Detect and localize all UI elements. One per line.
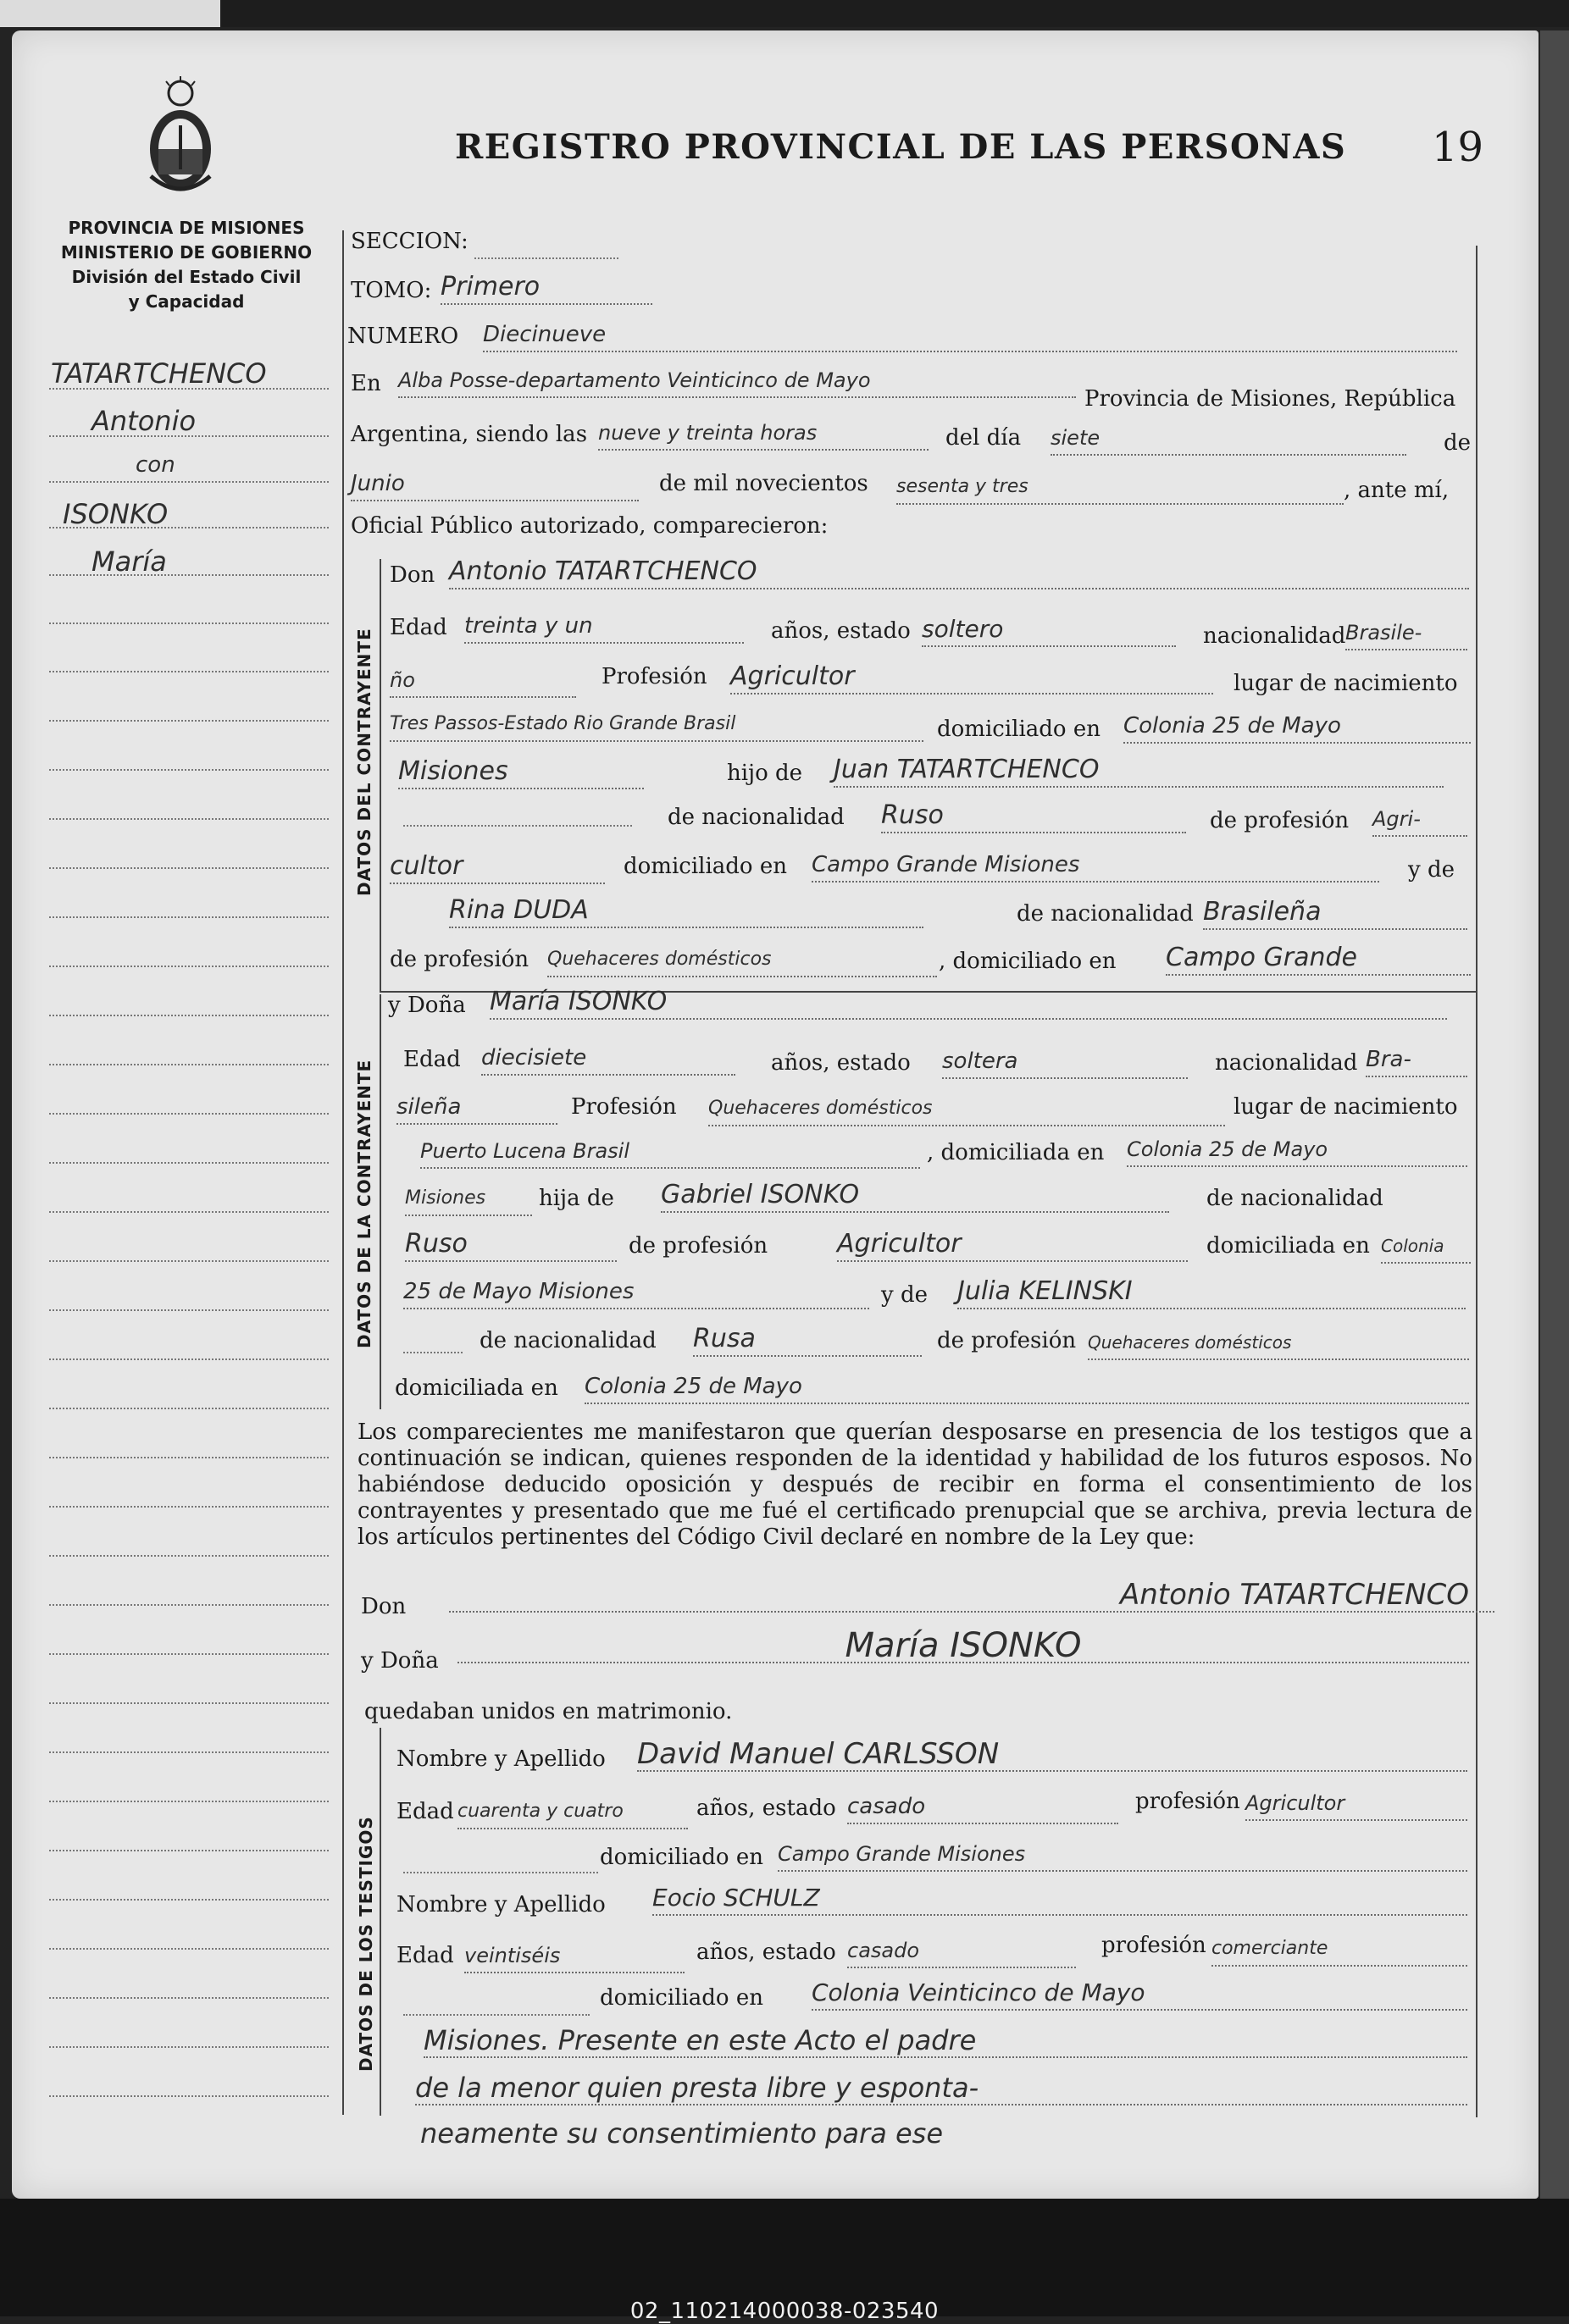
org-ministry: MINISTERIO DE GOBIERNO (60, 242, 313, 263)
t2-anos-label: años, estado (696, 1939, 836, 1965)
bride-padre: Gabriel ISONKO (661, 1179, 1169, 1213)
margin-connector: con (136, 452, 175, 478)
bride-estado: soltera (942, 1045, 1188, 1079)
margin-divider (342, 230, 344, 2115)
groom-don-label: Don (390, 562, 435, 588)
margin-given-name: Antonio (91, 405, 197, 437)
t2-domicilio: Colonia Veinticinco de Mayo (812, 1977, 1467, 2011)
note-line-1: Misiones. Presente en este Acto el padre (424, 2024, 1467, 2058)
mil-label: de mil novecientos (659, 471, 868, 496)
t1-edad: cuarenta y cuatro (457, 1796, 688, 1829)
bride-domicilio-a: Colonia 25 de Mayo (1127, 1133, 1467, 1167)
groom-padre: Juan TATARTCHENCO (834, 754, 1444, 788)
groom-padre-dom: Campo Grande Misiones (812, 849, 1379, 883)
groom-name: Antonio TATARTCHENCO (449, 556, 1469, 589)
groom-madre: Rina DUDA (449, 894, 923, 928)
groom-hijo-label: hijo de (727, 761, 803, 786)
groom-profesion-label: Profesión (602, 664, 707, 689)
t1-domicilio: Campo Grande Misiones (778, 1838, 1467, 1872)
groom-blank-line (403, 825, 632, 827)
oficial-text: Oficial Público autorizado, comparecieron: (351, 513, 829, 539)
groom-domicilio-a: Colonia 25 de Mayo (1123, 710, 1471, 744)
bride-lugar-label: lugar de nacimiento (1234, 1094, 1458, 1120)
bride-block-border (380, 994, 381, 1409)
groom-madre-dom-label: , domiciliado en (939, 949, 1117, 974)
t1-profesion: Agricultor (1245, 1787, 1467, 1821)
bride-lugar: Puerto Lucena Brasil (420, 1135, 920, 1169)
ante-mi-text: , ante mí, (1344, 478, 1450, 503)
tomo-label: TOMO: (351, 278, 432, 303)
image-caption: 02_110214000038-023540 (629, 2299, 940, 2324)
bride-padre-nac: Ruso (405, 1228, 617, 1262)
note-line-3: neamente su consentimiento para ese (420, 2117, 944, 2150)
groom-y-de-label: y de (1408, 857, 1455, 883)
t2-edad: veintiséis (464, 1939, 685, 1973)
bride-domicilio-b: Misiones (405, 1182, 532, 1216)
groom-domicilio-b: Misiones (398, 755, 644, 789)
bride-name: María ISONKO (490, 986, 1447, 1020)
t1-dom-label: domiciliado en (600, 1845, 763, 1870)
bride-side-label: DATOS DE LA CONTRAYENTE (354, 1059, 374, 1348)
mes-value: Junio (351, 468, 639, 501)
page-number: 19 (1432, 124, 1484, 171)
bride-profesion-label: Profesión (571, 1094, 677, 1120)
groom-dom-label: domiciliado en (937, 717, 1101, 742)
groom-edad-label: Edad (390, 615, 447, 640)
bride-nac-label: nacionalidad (1215, 1050, 1358, 1076)
groom-de-prof-label: de profesión (1210, 808, 1350, 833)
note-line-2: de la menor quien presta libre y esponta- (415, 2072, 1467, 2105)
bride-edad-label: Edad (403, 1047, 461, 1072)
t2-nombre-label: Nombre y Apellido (396, 1892, 606, 1917)
bride-de-prof-label: de profesión (629, 1233, 768, 1259)
groom-nacionalidad-a: Brasile- (1345, 617, 1467, 650)
groom-padre-prof-a: Agri- (1372, 803, 1467, 837)
bride-anos-label: años, estado (771, 1050, 911, 1076)
bride-hija-label: hija de (539, 1186, 614, 1211)
anio-value: sesenta y tres (896, 471, 1344, 505)
top-strip (0, 0, 1569, 27)
t1-estado: casado (847, 1790, 1118, 1824)
t1-anos-label: años, estado (696, 1796, 836, 1821)
groom-anos-label: años, estado (771, 618, 911, 644)
bride-madre-dom-label: domiciliada en (395, 1375, 558, 1401)
del-dia-label: del día (945, 425, 1022, 451)
bride-de-nac-label: de nacionalidad (1206, 1186, 1383, 1211)
issuing-office (34, 216, 339, 314)
argentina-text: Argentina, siendo las (351, 422, 588, 447)
decl-bride-name: María ISONKO (457, 1630, 1469, 1663)
en-label: En (351, 371, 381, 396)
org-capacity: y Capacidad (128, 291, 245, 312)
bride-blank-line (403, 1352, 463, 1353)
bride-nacionalidad-b: sileña (396, 1091, 557, 1125)
t2-profesion: comerciante (1211, 1933, 1467, 1967)
groom-padre-prof-b: cultor (390, 850, 605, 884)
bride-dom-en-label: domiciliada en (1206, 1233, 1370, 1259)
groom-de-nac-label: de nacionalidad (668, 805, 845, 830)
bride-dom-label: , domiciliada en (927, 1140, 1105, 1165)
seccion-label: SECCION: (351, 229, 468, 254)
margin-surname: TATARTCHENCO (51, 357, 267, 390)
org-division: División del Estado Civil (71, 267, 302, 287)
unidos-text: quedaban unidos en matrimonio. (364, 1699, 733, 1724)
groom-nac-label: nacionalidad (1203, 623, 1346, 649)
lugar-acto-value: Alba Posse-departamento Veinticinco de Mayo (398, 364, 1076, 398)
bride-padre-dom-b: 25 de Mayo Misiones (403, 1275, 869, 1309)
t2-estado: casado (847, 1934, 1076, 1968)
t2-edad-label: Edad (396, 1943, 454, 1968)
groom-dom-en-label: domiciliado en (624, 854, 787, 879)
page-title: REGISTRO PROVINCIAL DE LAS PERSONAS (455, 127, 1347, 167)
groom-lugar: Tres Passos-Estado Rio Grande Brasil (390, 708, 923, 742)
t2-profesion-label: profesión (1101, 1933, 1206, 1958)
numero-value: Diecinueve (483, 318, 1457, 352)
groom-edad: treinta y un (464, 610, 744, 644)
witness-block-border (380, 1728, 381, 2116)
t1-blank-line (403, 1872, 598, 1873)
bride-dona-label: y Doña (388, 993, 466, 1018)
t1-profesion-label: profesión (1135, 1789, 1240, 1814)
t1-edad-label: Edad (396, 1799, 454, 1824)
right-border (1476, 246, 1478, 2117)
groom-estado: soltero (922, 613, 1176, 647)
provincia-text: Provincia de Misiones, República (1084, 386, 1456, 412)
groom-nacionalidad-b: ño (390, 664, 576, 698)
bride-edad: diecisiete (481, 1042, 735, 1076)
bride-madre-nac-label: de nacionalidad (480, 1328, 657, 1353)
t1-nombre: David Manuel CARLSSON (637, 1738, 1467, 1772)
groom-lugar-label: lugar de nacimiento (1234, 671, 1458, 696)
bride-madre: Julia KELINSKI (957, 1275, 1466, 1309)
bride-nacionalidad-a: Bra- (1366, 1043, 1467, 1077)
org-province: PROVINCIA DE MISIONES (68, 218, 305, 238)
groom-padre-nac: Ruso (881, 800, 1186, 833)
margin-bride-name: María (91, 545, 167, 578)
bride-padre-prof: Agricultor (837, 1228, 1188, 1262)
t2-dom-label: domiciliado en (600, 1985, 763, 2011)
groom-madre-nac: Brasileña (1203, 896, 1467, 930)
dia-value: siete (1051, 422, 1406, 456)
seccion-line (474, 257, 618, 259)
declaration-text: Los comparecientes me manifestaron que querían desposarse en presencia de los testigos que a continuación se indican, quienes responden de la identidad y habilidad de los futuros esposos. No habiéndose deducido oposición y después de recibir en forma el consentimiento de los contrayentes y presentado que me fué el certificado prenupcial que se archiva, previa lectura de los artículos pertinentes del Código Civil declaré en nombre de la Ley que: (358, 1419, 1472, 1550)
margin-bride-surname: ISONKO (63, 498, 169, 530)
book-binding (1540, 30, 1569, 2199)
groom-profesion: Agricultor (730, 661, 1213, 694)
groom-madre-prof-label: de profesión (390, 947, 529, 972)
de-label: de (1444, 430, 1472, 456)
coat-of-arms-icon (134, 75, 227, 202)
bride-madre-prof: Quehaceres domésticos (1088, 1326, 1469, 1360)
bride-madre-dom: Colonia 25 de Mayo (585, 1370, 1469, 1404)
t2-blank-line (403, 2014, 590, 2016)
groom-madre-dom: Campo Grande (1166, 942, 1471, 976)
hora-value: nueve y treinta horas (598, 417, 929, 451)
bride-madre-nac: Rusa (693, 1323, 922, 1357)
decl-don-label: Don (361, 1594, 407, 1619)
tomo-value: Primero (441, 271, 652, 305)
numero-label: NUMERO (347, 324, 459, 349)
witness-side-label: DATOS DE LOS TESTIGOS (356, 1816, 376, 2072)
bride-y-de-label: y de (881, 1282, 928, 1308)
bride-profesion: Quehaceres domésticos (708, 1093, 1225, 1126)
decl-groom-name: Antonio TATARTCHENCO (449, 1579, 1494, 1613)
groom-madre-prof: Quehaceres domésticos (547, 943, 937, 977)
bride-madre-prof-label: de profesión (937, 1328, 1077, 1353)
bride-padre-dom-a: Colonia (1381, 1230, 1471, 1264)
groom-madre-nac-label: de nacionalidad (1017, 901, 1194, 927)
decl-dona-label: y Doña (361, 1648, 439, 1674)
t1-nombre-label: Nombre y Apellido (396, 1746, 606, 1772)
groom-block-border (380, 559, 381, 991)
groom-side-label: DATOS DEL CONTRAYENTE (354, 628, 374, 896)
t2-nombre: Eocio SCHULZ (652, 1882, 1467, 1916)
